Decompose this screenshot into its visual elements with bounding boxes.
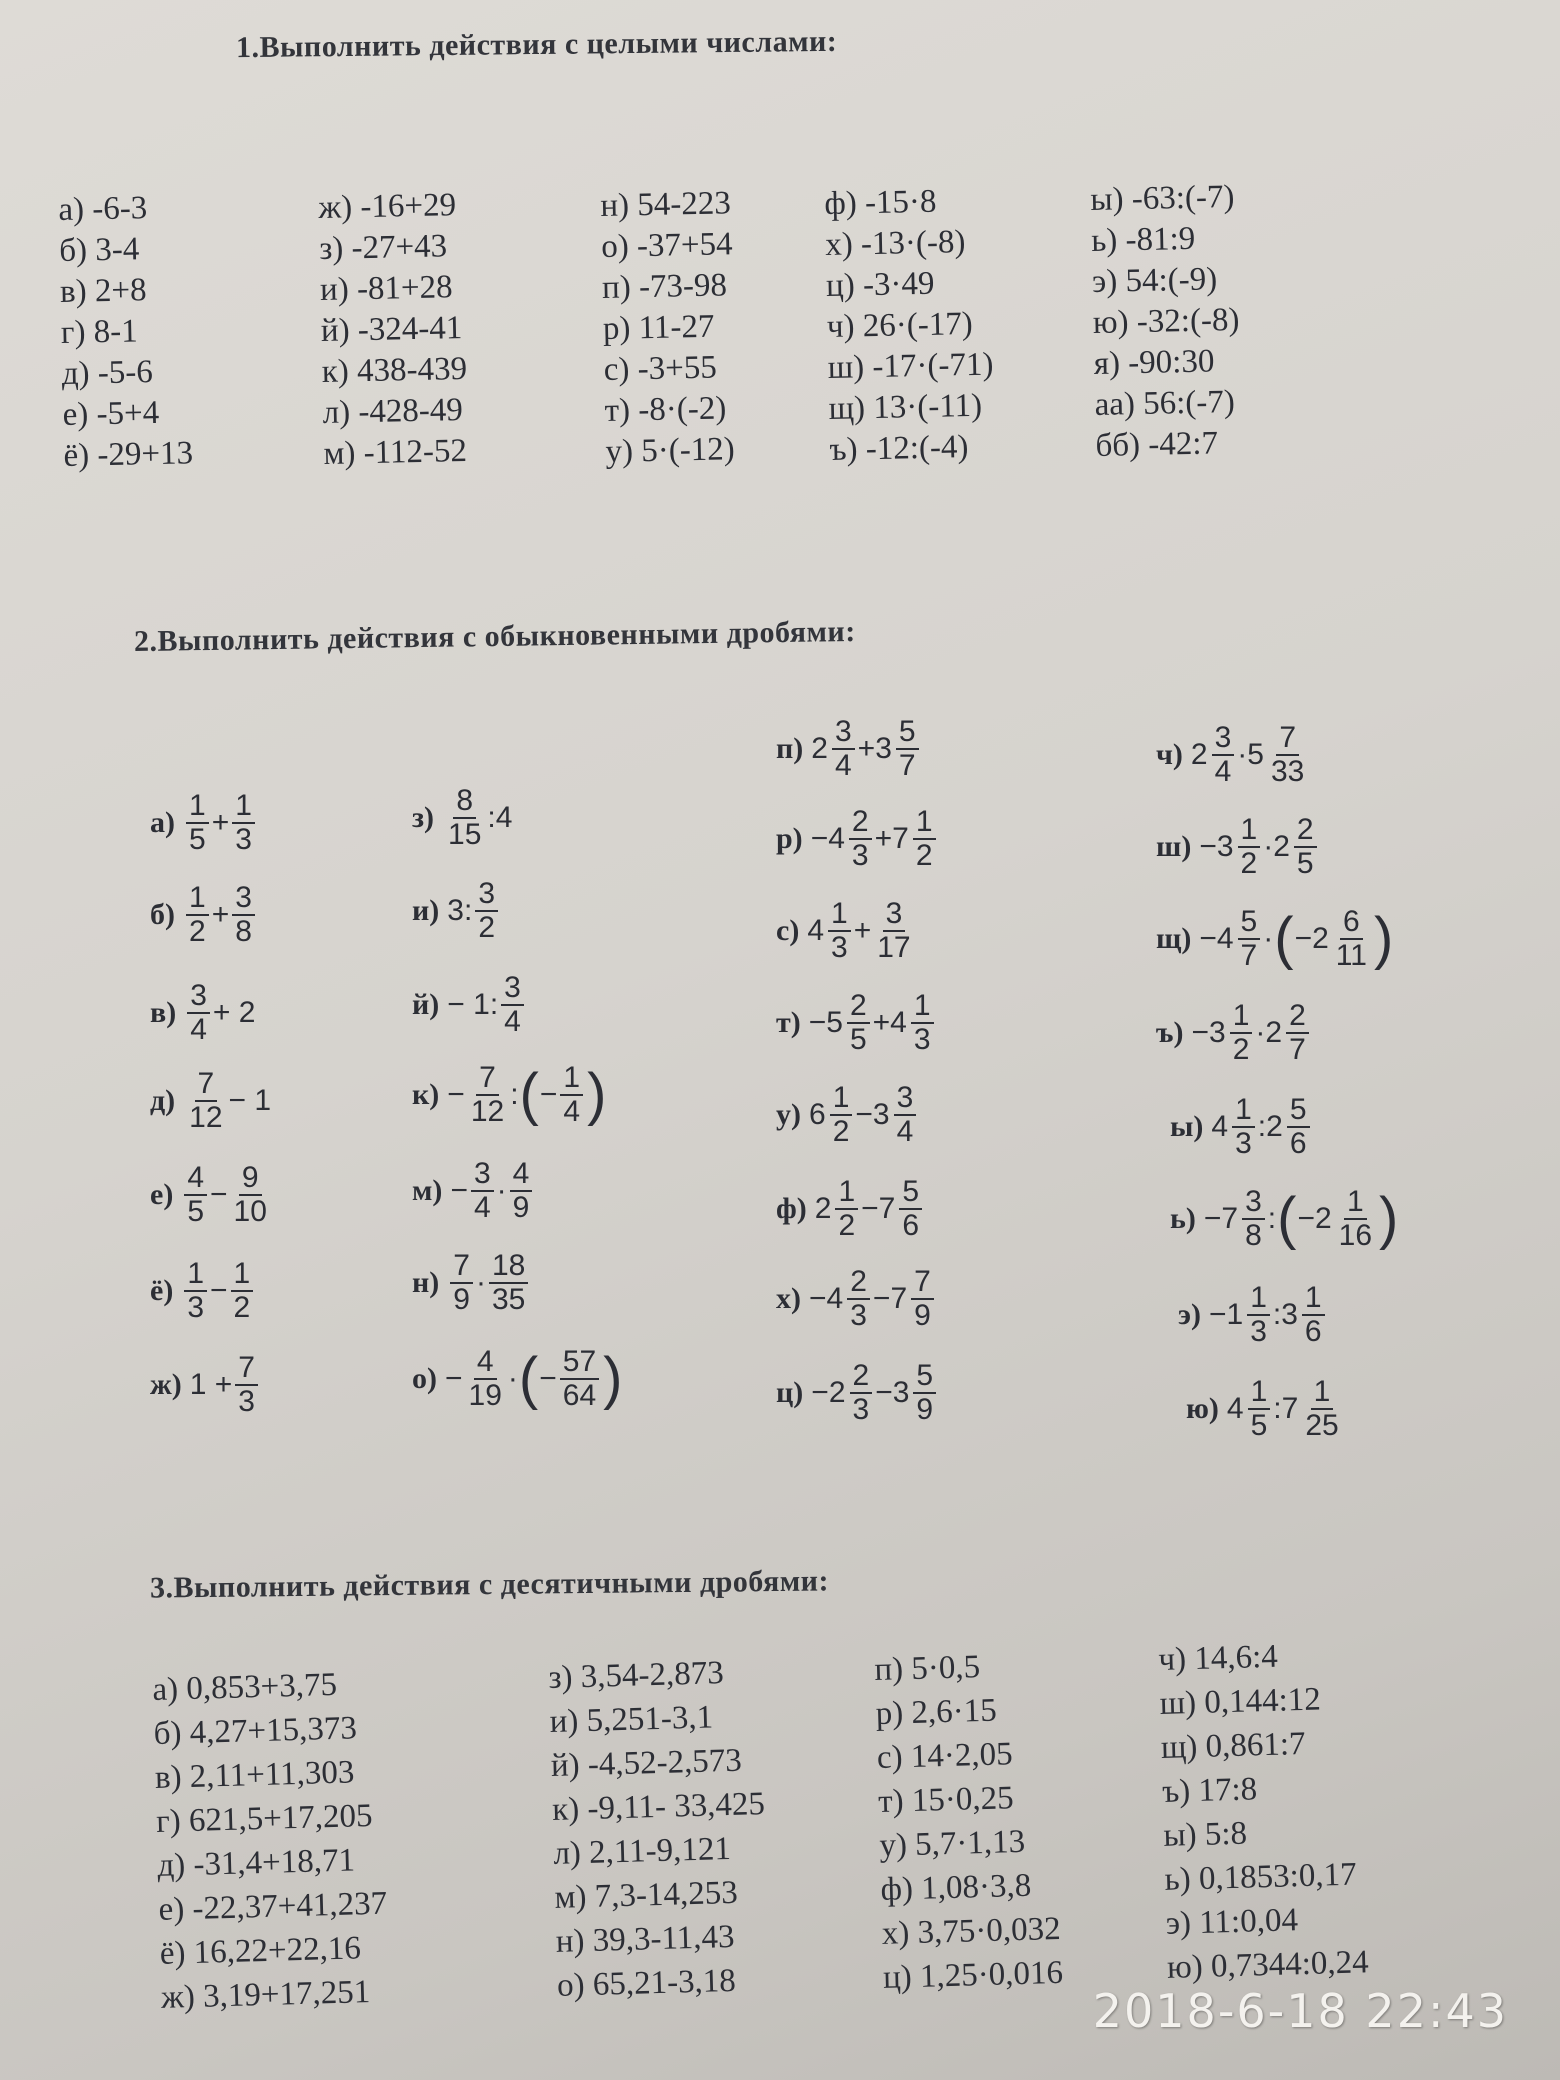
list-item: щ) 13·(-11) (828, 387, 983, 427)
fraction-item-i: и) 3: 3 2 (412, 878, 501, 943)
list-item: й) -4,52-2,573 (550, 1742, 743, 1784)
fraction-item-yo: ё) 1 3 − $\frac{1}{2}$ (150, 1258, 256, 1323)
list-item: в) 2+8 (59, 272, 147, 310)
list-item: к) 438-439 (321, 350, 468, 390)
list-item: е) -5+4 (62, 394, 160, 433)
section-3-title: 3.Выполнить действия с десятичными дробями: (149, 1564, 830, 1605)
fraction-item-u: у) 6 1 2 − 3 3 4 (776, 1082, 919, 1147)
list-item: г) 621,5+17,205 (155, 1797, 373, 1840)
fraction-item-y: ы) 4 1 3 : 2 5 6 (1170, 1094, 1313, 1159)
list-item: б) 4,27+15,373 (153, 1710, 358, 1752)
list-item: а) -6-3 (58, 190, 148, 228)
list-item: о) 65,21-3,18 (556, 1962, 737, 2004)
fraction-item-e: е) 4 5 − $\frac{9}{10}$ (150, 1161, 267, 1228)
list-item: ч) 14,6:4 (1158, 1638, 1279, 1678)
list-item: л) -428-49 (322, 392, 464, 431)
list-item: бб) -42:7 (1095, 425, 1219, 464)
list-item: ф) 1,08·3,8 (880, 1867, 1032, 1908)
fraction-item-ch: ч) 2 3 4 · 5 7 33 (1156, 721, 1305, 788)
list-item: э) 11:0,04 (1165, 1902, 1299, 1942)
list-item: я) -90:30 (1093, 343, 1215, 382)
list-item: с) -3+55 (603, 349, 718, 388)
list-item: э) 54:(-9) (1091, 261, 1218, 300)
list-item: е) -22,37+41,237 (158, 1885, 388, 1928)
section-1-title: 1.Выполнить действия с целыми числами: (235, 24, 838, 65)
list-item: ц) 1,25·0,016 (882, 1954, 1064, 1996)
list-item: ю) 0,7344:0,24 (1166, 1944, 1370, 1986)
list-item: к) -9,11- 33,425 (551, 1786, 766, 1828)
list-item: с) 14·2,05 (876, 1736, 1014, 1776)
fraction-item-z: з) 8 15 :4 (412, 784, 513, 851)
list-item: г) 8-1 (60, 313, 139, 351)
fraction-item-h: х) − 4 2 3 − 7 7 9 (776, 1266, 937, 1331)
fraction-item-t: т) − 5 2 5 + 4 1 3 (776, 990, 937, 1055)
fraction-item-yu: ю) 4 1 5 : 7 1 25 (1186, 1375, 1339, 1442)
list-item: и) 5,251-3,1 (549, 1699, 714, 1740)
list-item: т) -8·(-2) (604, 390, 727, 429)
list-item: д) -5-6 (61, 354, 154, 392)
list-item: ъ) 17:8 (1161, 1771, 1258, 1810)
fraction-item-a: а) 1 5 + $\frac{1}{3}$ (150, 790, 258, 855)
list-item: а) 0,853+3,75 (152, 1666, 338, 1708)
fraction-item-eh: э) − 1 1 3 : 3 1 6 (1178, 1282, 1328, 1347)
list-item: н) 39,3-11,43 (555, 1918, 735, 1960)
section-2-title: 2.Выполнить действия с обыкновенными дробями: (133, 614, 856, 659)
fraction-item-sh: ш) − 3 1 2 · 2 2 5 (1156, 814, 1320, 879)
fraction-item-s: с) 4 1 3 + $\frac{3}{17}$ (776, 897, 911, 964)
list-item: ш) -17·(-71) (827, 346, 994, 386)
list-item: и) -81+28 (319, 269, 453, 308)
list-item: д) -31,4+18,71 (156, 1842, 356, 1884)
list-item: л) 2,11-9,121 (552, 1830, 732, 1872)
list-item: з) 3,54-2,873 (548, 1655, 725, 1696)
list-item: ё) -29+13 (63, 435, 194, 474)
fraction-item-p: п) 2 3 4 + 3 5 7 (776, 716, 922, 781)
list-item: ы) 5:8 (1162, 1815, 1248, 1854)
fraction-item-n: н) 7 9 · 18 35 (412, 1250, 531, 1315)
list-item: р) 2,6·15 (875, 1692, 998, 1732)
list-item: п) -73-98 (601, 267, 728, 306)
photo-timestamp: 2018-6-18 22:43 (1092, 1984, 1508, 2038)
list-item: х) 3,75·0,032 (881, 1910, 1062, 1952)
list-item: о) -37+54 (600, 226, 733, 265)
fraction-item-zh: ж) 1 + $\frac{7}{3}$ (150, 1352, 261, 1417)
list-item: м) 7,3-14,253 (554, 1874, 739, 1916)
list-item: ы) -63:(-7) (1090, 178, 1235, 218)
list-item: у) 5,7·1,13 (878, 1823, 1026, 1864)
list-item: й) -324-41 (320, 310, 463, 349)
fraction-item-o: о) − $\frac{4}{19}$ · ( − $\frac{57}{64}$ ) (412, 1345, 623, 1412)
list-item: ж) 3,19+17,251 (160, 1974, 371, 2016)
fraction-item-f: ф) 2 1 2 − 7 5 6 (776, 1176, 925, 1241)
list-item: в) 2,11+11,303 (154, 1754, 355, 1796)
list-item: х) -13·(-8) (824, 224, 966, 263)
list-item: ь) -81:9 (1090, 220, 1196, 259)
fraction-item-d: д) 7 12 − 1 (150, 1067, 272, 1134)
list-item: з) -27+43 (318, 228, 448, 267)
fraction-item-r: р) − 4 2 3 + 7 1 2 (776, 806, 939, 871)
list-item: ь) 0,1853:0,17 (1164, 1856, 1358, 1898)
list-item: б) 3-4 (58, 231, 140, 269)
list-item: аа) 56:(-7) (1094, 384, 1236, 423)
list-item: т) 15·0,25 (877, 1780, 1015, 1820)
fraction-item-m: м) − $\frac{3}{4}$ · 4 9 (412, 1158, 535, 1223)
list-item: ю) -32:(-8) (1092, 301, 1240, 341)
fraction-item-sch: щ) − 4 5 7 · ( − 2 6 11 ) (1156, 905, 1394, 972)
list-item: н) 54-223 (600, 185, 732, 224)
list-item: у) 5·(-12) (605, 431, 736, 470)
list-item: щ) 0,861:7 (1160, 1725, 1306, 1766)
list-item: ф) -15·8 (824, 183, 937, 222)
fraction-item-soft-sign: ь) − 7 3 8 : ( − 2 1 16 ) (1170, 1185, 1399, 1252)
fraction-item-b: б) 1 2 + $\frac{3}{8}$ (150, 882, 258, 947)
list-item: ж) -16+29 (318, 187, 457, 226)
list-item: ш) 0,144:12 (1159, 1681, 1322, 1722)
fraction-item-k: к) − $\frac{7}{12}$ : ( − $\frac{1}{4}$ ) (412, 1061, 607, 1128)
fraction-item-hard-sign: ъ) − 3 1 2 · 2 2 7 (1156, 1000, 1312, 1065)
fraction-item-v: в) 3 4 + 2 (150, 979, 256, 1046)
fraction-item-ts: ц) − 2 2 3 − 3 5 9 (776, 1360, 939, 1425)
fraction-item-iy: й) − 1: 3 4 (412, 972, 527, 1037)
list-item: ч) 26·(-17) (826, 305, 974, 345)
list-item: п) 5·0,5 (874, 1649, 981, 1688)
list-item: ё) 16,22+22,16 (159, 1930, 362, 1972)
list-item: ц) -3·49 (825, 265, 935, 304)
list-item: м) -112-52 (323, 432, 468, 472)
list-item: ъ) -12:(-4) (829, 429, 969, 468)
list-item: р) 11-27 (602, 308, 715, 347)
